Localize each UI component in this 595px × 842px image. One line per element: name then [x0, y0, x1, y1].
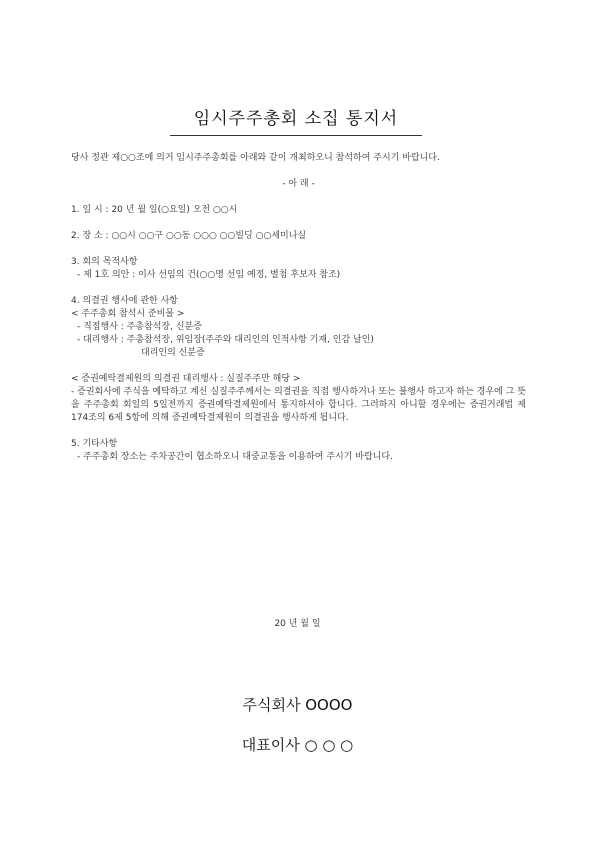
proxy-note-heading: < 증권예탁결제원의 의결권 대리행사 : 실질주주만 해당 > [71, 374, 301, 384]
item-date-time: 1. 일 시 : 20 년 월 일(○요일) 오전 ○○시 [71, 205, 238, 215]
page-title: 임시주주총회 소집 통지서 [170, 104, 422, 136]
misc-heading: 5. 기타사항 [71, 439, 118, 449]
item-location: 2. 장 소 : ○○시 ○○구 ○○동 ○○○ ○○빌딩 ○○세미나실 [71, 231, 307, 241]
section-separator: - 아 래 - [282, 179, 315, 189]
voting-proxy: - 대리행사 : 주총참석장, 위임장(주주와 대리인의 인적사항 기재, 인감 날인) [77, 335, 374, 345]
voting-subheading: < 주주총회 참석시 준비물 > [71, 309, 185, 319]
agenda-heading: 3. 회의 목적사항 [71, 257, 138, 267]
misc-item-1: - 주주총회 장소는 주차공간이 협소하오니 대중교통을 이용하여 주시기 바랍니다. [77, 452, 393, 462]
notice-date: 20 년 월 일 [274, 619, 321, 629]
representative-name: 대표이사 ○ ○ ○ [241, 736, 354, 754]
proxy-note-body: - 증권회사에 주식을 예탁하고 계신 실질주주께서는 의결권을 직접 행사하거나 또는 불행사 하고자 하는 경우에 그 뜻을 주주총회 회일의 5일전까지 증권예탁결제원에서 통지하셔야 합니다. 그러하지 아니할 경우에는 증권거래법 제174조의 6제 5항에 의해 증권예탁결제원이 의결권을 행사하게 됩니다. [71, 387, 526, 423]
voting-heading: 4. 의결권 행사에 관한 사항 [71, 296, 178, 306]
title-block [170, 104, 422, 136]
intro-text: 당사 정관 제○○조에 의거 임시주주총회를 아래와 같이 개최하오니 참석하여 주시기 바랍니다. [71, 153, 440, 163]
company-name: 주식회사 OOOO [242, 696, 353, 714]
agenda-item-1: - 제 1호 의안 : 이사 선임의 건(○○명 선임 예정, 별첨 후보자 참조) [77, 270, 341, 280]
notice-body [71, 152, 526, 464]
voting-direct: - 직접행사 : 주총참석장, 신분증 [77, 322, 202, 332]
voting-proxy-id: 대리인의 신분증 [141, 348, 205, 358]
